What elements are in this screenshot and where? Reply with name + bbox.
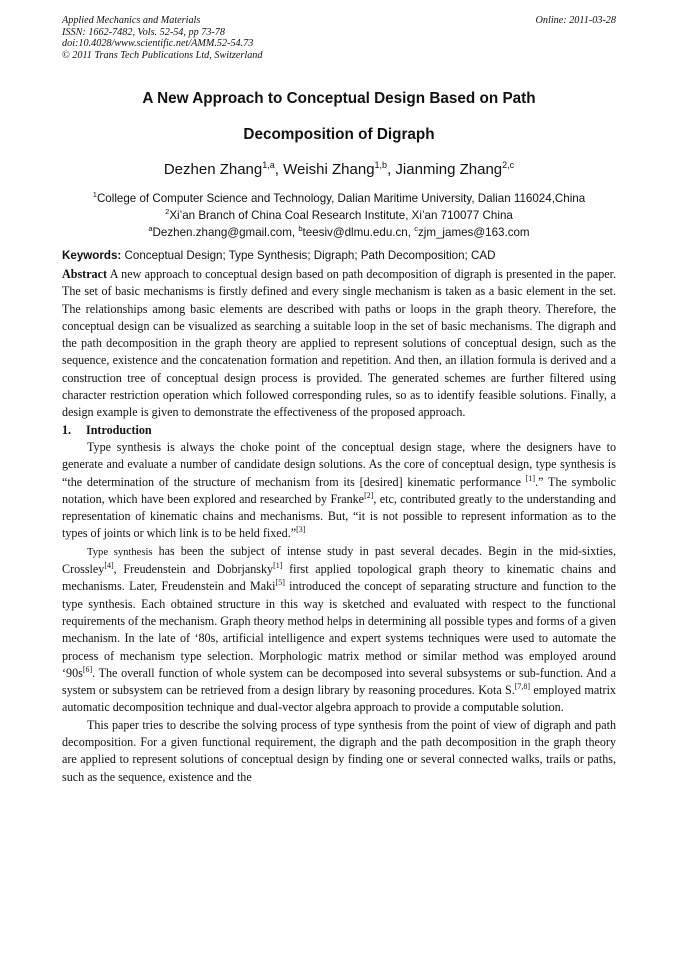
affiliation-mark: 1 (92, 190, 97, 199)
section-title: Introduction (86, 422, 152, 437)
section-heading (62, 422, 616, 439)
journal-issn: ISSN: 1662-7482, Vols. 52-54, pp 73-78 (62, 26, 225, 38)
paragraph-text: employed matrix automatic decomposition technique and dual-vector algebra approach to provide a computable solution. (62, 683, 616, 715)
citation: [4] (104, 561, 114, 571)
author-separator: , (387, 161, 396, 178)
author-affiliation-mark: 1,b (374, 160, 388, 170)
author-affiliation-mark: 1,a (262, 160, 275, 170)
paragraph-text: .” The symbolic notation, which have been explored and researched by Franke (62, 474, 616, 506)
author-emails (62, 224, 616, 239)
paper-title-line-2: Decomposition of Digraph (243, 126, 435, 143)
citation: [2] (364, 490, 374, 500)
paragraph-text: , etc, contributed greatly to the understanding and representation of kinematic chains and mechanisms. But, “it is not possible to represent information as to the types of joints or which link is to be held fixed.” (62, 491, 617, 541)
journal-doi: doi:10.4028/www.scientific.net/AMM.52-54.73 (62, 38, 254, 49)
body-paragraph (62, 543, 616, 717)
author-separator: , (274, 161, 284, 178)
journal-copyright: © 2011 Trans Tech Publications Ltd, Switzerland (62, 49, 263, 61)
paragraph-text: has been the subject of intense study in past several decades. Begin in the mid-sixties, Crossley (62, 543, 616, 577)
paragraph-text: . The overall function of whole system can be decomposed into several subsystems or sub-function. And a system or subsystem can be retrieved from a design library by reasoning procedures. Kota S. (62, 665, 616, 698)
affiliation-mark: 2 (165, 207, 170, 216)
author-name: Weishi Zhang (283, 161, 375, 178)
online-date: Online: 2011-03-28 (535, 15, 616, 26)
keywords-text: Conceptual Design; Type Synthesis; Digraph; Path Decomposition; CAD (121, 249, 496, 262)
paper-body (62, 266, 616, 786)
paragraph-text: Type synthesis (87, 546, 153, 558)
abstract-label: Abstract (62, 267, 108, 281)
journal-name: Applied Mechanics and Materials (62, 15, 201, 26)
email-mark: b (298, 224, 303, 233)
citation: [3] (296, 525, 306, 535)
citation: [6] (82, 664, 93, 674)
affiliation-text: College of Computer Science and Technology, Dalian Maritime University, Dalian 116024,China (96, 191, 586, 205)
paragraph-text: , Freudenstein and Dobrjansky (113, 562, 274, 577)
affiliation-1 (62, 190, 616, 205)
citation: [5] (275, 578, 285, 588)
body-paragraph (62, 439, 616, 543)
body-paragraph: This paper tries to describe the solving process of type synthesis from the point of view of digraph and path decomposition. For a given functional requirement, the digraph and the path decomposition in the graph theory are applied to represent solutions of conceptual design by finding one or several connected walks, trails or paths, such as the sequence, existence and the (62, 717, 616, 784)
email-link[interactable]: zjm_james@163.com (417, 225, 530, 239)
email-link[interactable]: Dezhen.zhang@gmail.com, (152, 225, 299, 239)
email-link[interactable]: teesiv@dlmu.edu.cn, (302, 225, 415, 239)
abstract-paragraph (62, 266, 616, 422)
keywords (62, 249, 616, 262)
abstract-text: A new approach to conceptual design based on path decomposition of digraph is presented in the paper. The set of basic mechanisms is firstly defined and every single mechanism is taken as a basic element in the set. The relationships among basic elements are described with paths or loops in the graph theory. Therefore, the conceptual design can be visualized as searching a suitable loop in the set of basic mechanisms. The digraph and the path decomposition in the graph theory are applied to represent solutions of conceptual design, such as the sequence, existence and the concatenation formation and repetition. And then, an illation formula is derived and a construction tree of conceptual design process is provided. The generated schemes are further filtered using character restriction operation which followed corresponding rules, so as to identify feasible solutions. Finally, a design example is given to demonstrate the effectiveness of the proposed approach. (62, 267, 616, 420)
email-mark: c (414, 224, 418, 233)
author-affiliation-mark: 2,c (502, 160, 515, 170)
citation: [1] (525, 473, 536, 483)
email-mark: a (148, 224, 153, 233)
paragraph-text: introduced the concept of separating structure and function to the type synthesis. Each obtained structure in this way is sketched and evaluated with respect to the functional requirements of the mechanism. Graph theory method helps in determining all possible types and forms of a given mechanism. In the late of ‘80s, artificial intelligence and expert systems techniques were used to automate the process of mechanism type selection. Morphologic matrix method or similar method was employed around ‘90s (62, 579, 616, 680)
paragraph-text: first applied topological graph theory to kinematic chains and mechanisms. Later, Freudenstein and Maki (62, 562, 616, 594)
citation: [1] (273, 561, 283, 571)
affiliation-text: Xi’an Branch of China Coal Research Institute, Xi’an 710077 China (169, 208, 513, 222)
journal-header (62, 15, 616, 61)
citation: [7,8] (514, 682, 531, 692)
paragraph-text: Type synthesis is always the choke point of the conceptual design stage, where the designers have to generate and evaluate a number of candidate design solutions. As the core of conceptual design, type synthesis is “the determination of the structure of mechanism from its [desired] kinematic performance (62, 439, 616, 489)
section-number: 1. (62, 422, 72, 437)
author-name: Jianming Zhang (395, 161, 503, 178)
paper-title-line-1: A New Approach to Conceptual Design Based on Path (142, 90, 536, 107)
keywords-label: Keywords: (62, 249, 122, 262)
affiliation-2 (62, 207, 616, 222)
author-list (62, 160, 616, 178)
author-name: Dezhen Zhang (163, 161, 263, 178)
